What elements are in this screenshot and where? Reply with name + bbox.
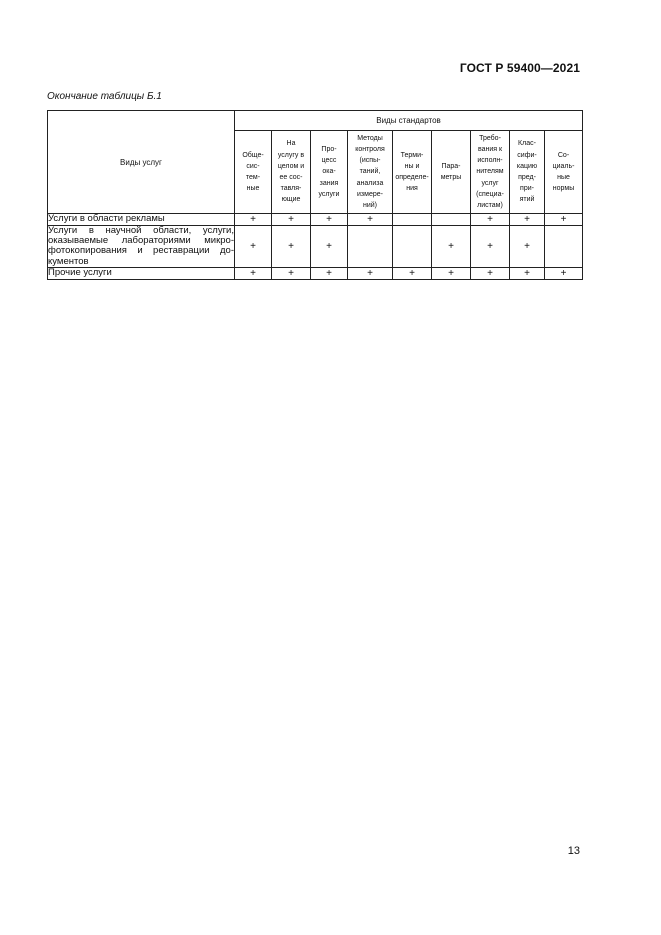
standard-type-header bbox=[272, 131, 311, 214]
applicability-cell: + bbox=[545, 214, 583, 226]
applicability-cell: + bbox=[272, 214, 311, 226]
applicability-cell bbox=[393, 226, 432, 268]
applicability-cell: + bbox=[348, 267, 393, 279]
standards-table bbox=[47, 110, 583, 280]
header-line: измере- bbox=[357, 190, 383, 198]
applicability-cell bbox=[545, 226, 583, 268]
header-line: при- bbox=[520, 185, 534, 193]
applicability-cell: + bbox=[471, 267, 510, 279]
header-line: листам) bbox=[477, 202, 503, 209]
applicability-cell: + bbox=[393, 267, 432, 279]
header-line: сис- bbox=[246, 162, 260, 170]
header-line: нормы bbox=[552, 185, 575, 193]
table-caption: Окончание таблицы Б.1 bbox=[47, 91, 162, 102]
header-line: Про- bbox=[321, 145, 337, 153]
table-row bbox=[48, 267, 583, 279]
standard-type-header bbox=[348, 131, 393, 214]
header-line: нителям bbox=[476, 168, 504, 176]
header-line: (специа- bbox=[476, 190, 504, 198]
header-line: Клас- bbox=[518, 140, 536, 148]
header-row-group bbox=[48, 111, 583, 131]
standard-type-header bbox=[235, 131, 272, 214]
applicability-cell bbox=[432, 214, 471, 226]
standard-type-header bbox=[311, 131, 348, 214]
table-row bbox=[48, 214, 583, 226]
header-line: ний) bbox=[362, 202, 378, 209]
header-line: ятий bbox=[519, 196, 535, 204]
applicability-cell bbox=[348, 226, 393, 268]
header-line: ные bbox=[246, 185, 260, 193]
table-row bbox=[48, 226, 583, 268]
header-line: контроля bbox=[355, 145, 385, 153]
applicability-cell: + bbox=[471, 226, 510, 268]
applicability-cell: + bbox=[311, 267, 348, 279]
applicability-cell: + bbox=[311, 226, 348, 268]
header-line: Терми- bbox=[400, 151, 424, 159]
header-line: таний, bbox=[359, 168, 381, 176]
header-line: цесс bbox=[321, 157, 337, 165]
applicability-cell: + bbox=[348, 214, 393, 226]
header-line: зания bbox=[319, 179, 339, 187]
header-line: пред- bbox=[518, 174, 536, 181]
applicability-cell bbox=[393, 214, 432, 226]
header-line: тем- bbox=[245, 174, 261, 181]
header-line: ны и bbox=[404, 162, 420, 170]
applicability-cell: + bbox=[432, 226, 471, 268]
applicability-cell: + bbox=[311, 214, 348, 226]
standard-type-header bbox=[545, 131, 583, 214]
applicability-cell: + bbox=[471, 214, 510, 226]
header-line: сифи- bbox=[517, 151, 537, 159]
header-line: циаль- bbox=[552, 162, 575, 170]
applicability-cell: + bbox=[235, 267, 272, 279]
header-line: анализа bbox=[356, 179, 384, 187]
header-line: Методы bbox=[357, 134, 383, 142]
header-line: услугу в bbox=[277, 151, 305, 159]
header-line: Требо- bbox=[479, 134, 501, 142]
header-line: ока- bbox=[322, 168, 336, 176]
standard-type-header bbox=[510, 131, 545, 214]
header-line: услуги bbox=[318, 190, 340, 198]
applicability-cell: + bbox=[235, 226, 272, 268]
standard-type-header bbox=[393, 131, 432, 214]
header-line: На bbox=[286, 140, 296, 148]
header-line: ные bbox=[557, 174, 570, 181]
header-line: услуг bbox=[481, 179, 499, 187]
header-line: вания к bbox=[477, 145, 503, 153]
header-line: метры bbox=[440, 174, 462, 181]
service-name: Прочие услуги bbox=[48, 267, 235, 279]
applicability-cell: + bbox=[272, 226, 311, 268]
applicability-cell: + bbox=[510, 226, 545, 268]
standards-group-header: Виды стандартов bbox=[235, 111, 583, 131]
applicability-cell: + bbox=[545, 267, 583, 279]
header-line: ющие bbox=[281, 196, 301, 204]
page-number: 13 bbox=[567, 845, 580, 857]
header-line: Со- bbox=[557, 151, 570, 159]
applicability-cell: + bbox=[272, 267, 311, 279]
applicability-cell: + bbox=[235, 214, 272, 226]
applicability-cell: + bbox=[510, 214, 545, 226]
header-line: тавля- bbox=[280, 185, 302, 193]
header-line: исполн- bbox=[477, 157, 503, 165]
services-column-header: Виды услуг bbox=[48, 111, 235, 214]
document-code: ГОСТ Р 59400—2021 bbox=[459, 61, 580, 75]
header-line: целом и bbox=[277, 162, 305, 170]
header-line: (испы- bbox=[359, 157, 381, 165]
service-name: Услуги в научной области, услуги, оказываемые лабораториями микро-фотокопирования и реставрации до-кументов bbox=[48, 225, 234, 267]
service-name: Услуги в области рекламы bbox=[48, 214, 235, 226]
applicability-cell: + bbox=[432, 267, 471, 279]
applicability-cell: + bbox=[510, 267, 545, 279]
header-line: ее сос- bbox=[279, 174, 303, 181]
header-line: Пара- bbox=[441, 162, 461, 170]
standard-type-header bbox=[432, 131, 471, 214]
header-line: Обще- bbox=[242, 151, 264, 159]
header-line: кацию bbox=[516, 162, 538, 170]
standard-type-header bbox=[471, 131, 510, 214]
table-body bbox=[48, 214, 583, 280]
header-line: определе- bbox=[395, 174, 429, 181]
header-line: ния bbox=[406, 185, 418, 193]
